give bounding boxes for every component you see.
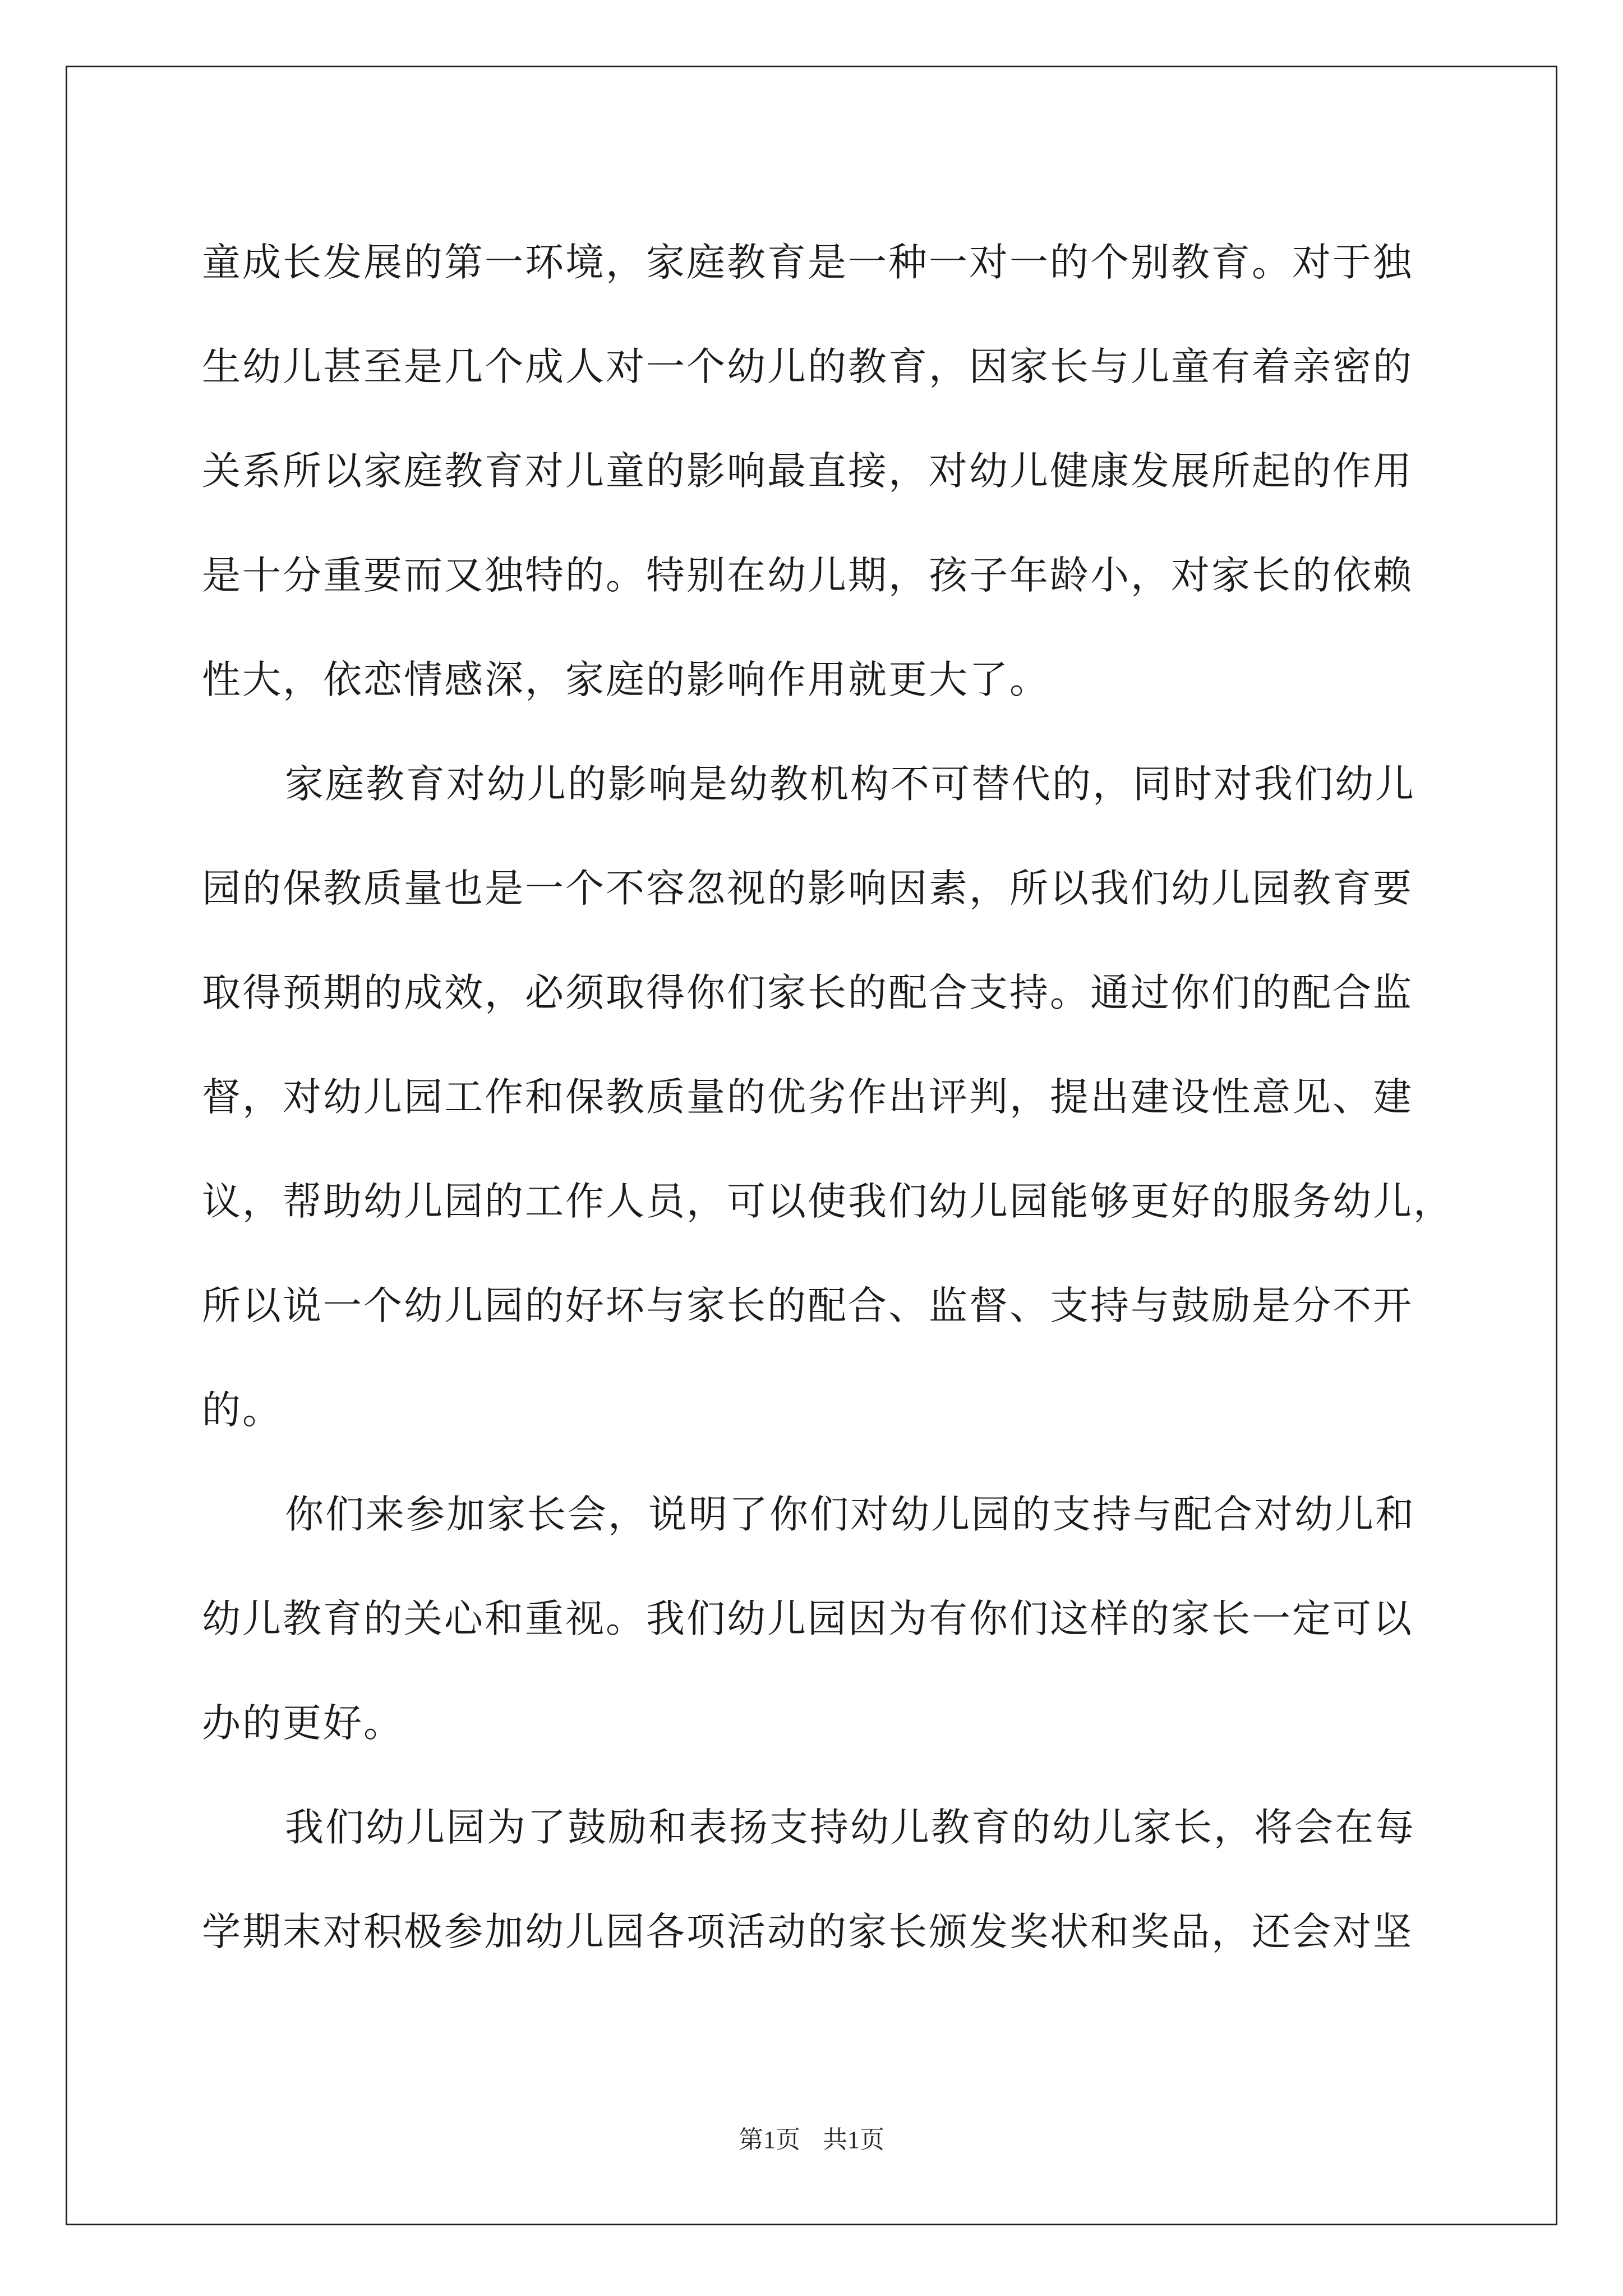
text-line: 办的更好。 bbox=[202, 1701, 404, 1746]
text-line: 生幼儿甚至是几个成人对一个幼儿的教育，因家长与儿童有着亲密的 bbox=[202, 344, 1413, 389]
text-line: 园的保教质量也是一个不容忽视的影响因素，所以我们幼儿园教育要 bbox=[202, 866, 1413, 911]
text-line: 议，帮助幼儿园的工作人员，可以使我们幼儿园能够更好的服务幼儿， bbox=[202, 1179, 1454, 1224]
text-line: 督，对幼儿园工作和保教质量的优劣作出评判，提出建设性意见、建 bbox=[202, 1075, 1413, 1120]
text-line: 关系所以家庭教育对儿童的影响最直接，对幼儿健康发展所起的作用 bbox=[202, 449, 1413, 494]
text-line: 学期末对积极参加幼儿园各项活动的家长颁发奖状和奖品，还会对坚 bbox=[202, 1910, 1413, 1954]
text-line: 幼儿教育的关心和重视。我们幼儿园因为有你们这样的家长一定可以 bbox=[202, 1596, 1413, 1641]
paragraph-first-line: 你们来参加家长会，说明了你们对幼儿园的支持与配合对幼儿和 bbox=[285, 1492, 1415, 1537]
text-line: 是十分重要而又独特的。特别在幼儿期，孩子年龄小，对家长的依赖 bbox=[202, 553, 1413, 598]
text-line: 所以说一个幼儿园的好坏与家长的配合、监督、支持与鼓励是分不开 bbox=[202, 1283, 1413, 1328]
page-footer bbox=[0, 2119, 1623, 2155]
document-body bbox=[202, 210, 1454, 1984]
text-line: 性大，依恋情感深，家庭的影响作用就更大了。 bbox=[202, 657, 1050, 702]
paragraph-first-line: 家庭教育对幼儿的影响是幼教机构不可替代的，同时对我们幼儿 bbox=[285, 762, 1415, 807]
text-line: 童成长发展的第一环境，家庭教育是一种一对一的个别教育。对于独 bbox=[202, 240, 1413, 285]
text-line: 的。 bbox=[202, 1388, 283, 1433]
paragraph-first-line: 我们幼儿园为了鼓励和表扬支持幼儿教育的幼儿家长，将会在每 bbox=[285, 1805, 1415, 1850]
text-line: 取得预期的成效，必须取得你们家长的配合支持。通过你们的配合监 bbox=[202, 970, 1413, 1015]
page-number-total: 共1页 bbox=[823, 2126, 884, 2154]
page-number-current: 第1页 bbox=[739, 2126, 800, 2154]
